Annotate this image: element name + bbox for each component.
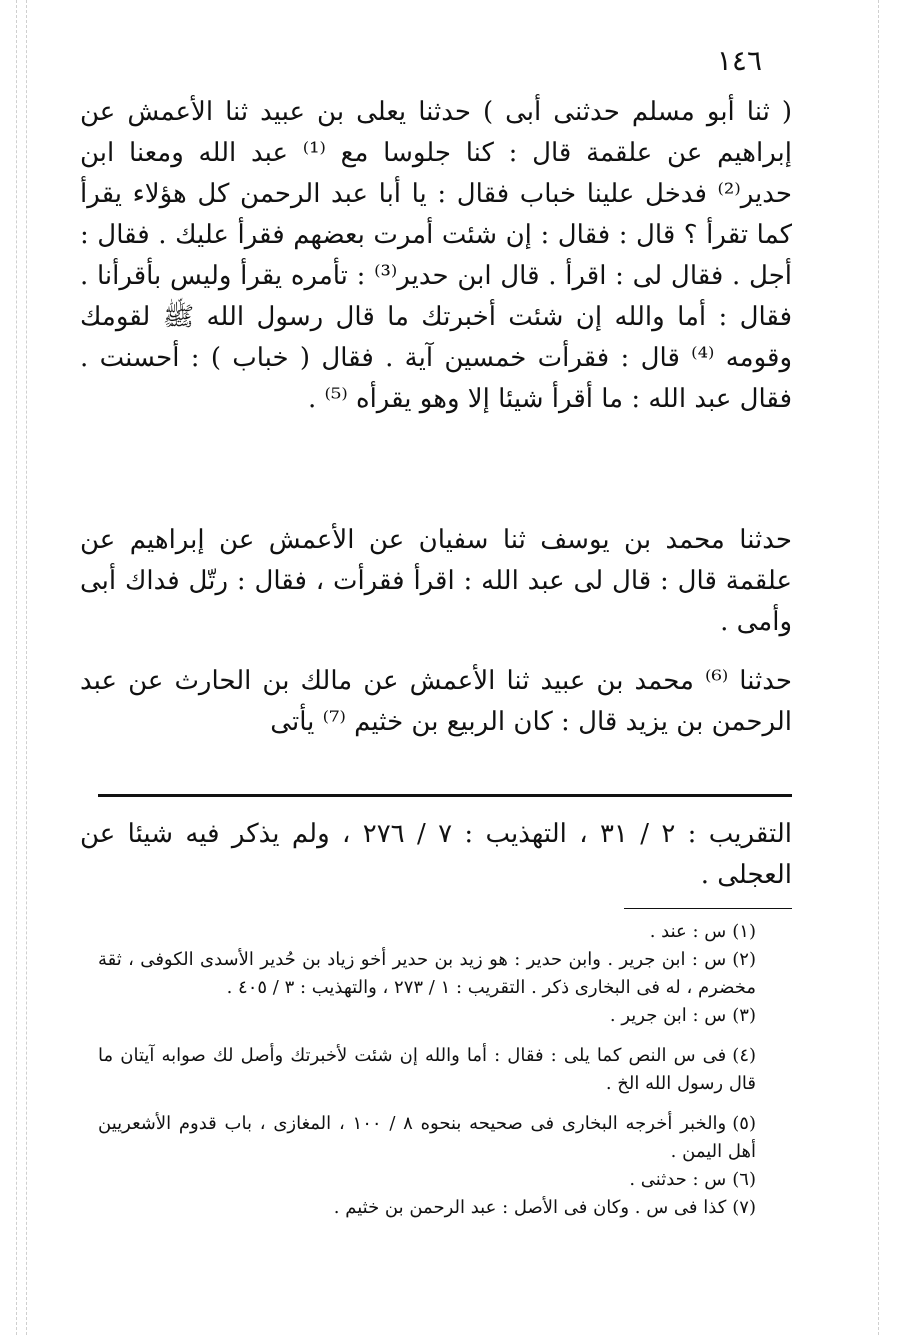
footnote-mark: (٤) <box>732 1045 757 1066</box>
footnote-mark: (٥) <box>732 1113 756 1134</box>
footnotes <box>98 918 792 1222</box>
continued-note: التقريب : ٢ / ٣١ ، التهذيب : ٧ / ٢٧٦ ، ولم يذكر فيه شيئا عن العجلى . <box>80 819 792 890</box>
footnote-4 <box>98 1042 792 1098</box>
footnote-separator-rule <box>624 908 792 909</box>
page-number: ١٤٦ <box>716 44 762 77</box>
paragraph-3: حدثنا ⁽⁶⁾ محمد بن عبيد ثنا الأعمش عن مالك بن الحارث عن عبد الرحمن بن يزيد قال : كان الربيع بن خثيم ⁽⁷⁾ يأتى <box>80 666 793 737</box>
paragraph-1: ( ثنا أبو مسلم حدثنى أبى ) حدثنا يعلى بن عبيد ثنا الأعمش عن إبراهيم عن علقمة قال : كنا جلوسا مع ⁽¹⁾ عبد الله ومعنا ابن حدير⁽²⁾ فدخل علينا خباب فقال : يا أبا عبد الرحمن كل هؤلاء يقرأ كما تقرأ ؟ قال : فقال : إن شئت أمرت بعضهم فقرأ عليك . فقال : أجل . فقال لى : اقرأ . قال ابن حدير⁽³⁾ : تأمره يقرأ وليس بأقرأنا . فقال : أما والله إن شئت أخبرتك ما قال رسول الله ﷺ لقومك وقومه ⁽⁴⁾ قال : فقرأت خمسين آية . فقال ( خباب ) : أحسنت . فقال عبد الله : ما أقرأ شيئا إلا وهو يقرأه ⁽⁵⁾ . <box>80 97 792 414</box>
footnote-mark: (٣) <box>732 1005 756 1026</box>
footnote-text: س : ابن جرير . <box>609 1005 727 1026</box>
footnote-7 <box>98 1194 792 1222</box>
footnote-6 <box>98 1166 792 1194</box>
main-text <box>80 92 792 743</box>
footnote-mark: (٦) <box>732 1169 756 1190</box>
text-separator-rule <box>98 794 792 797</box>
footnote-text: كذا فى س . وكان فى الأصل : عبد الرحمن بن خثيم . <box>333 1197 727 1218</box>
scan-margin-left <box>16 0 17 1335</box>
footnote-text: س : عند . <box>649 921 727 942</box>
paragraph-2: حدثنا محمد بن يوسف ثنا سفيان عن الأعمش عن إبراهيم عن علقمة قال : قال لى عبد الله : اقرأ فقرأت ، فقال : رتّل فداك أبى وأمى . <box>80 525 792 637</box>
footnote-text: س : حدثنى . <box>629 1169 727 1190</box>
footnote-text: س : ابن جرير . وابن حدير : هو زيد بن حدير أخو زياد بن حُدير الأسدى الكوفى ، ثقة مخضرم ، له فى البخارى ذكر . التقريب : ١ / ٢٧٣ ، والتهذيب : ٣ / ٤٠٥ . <box>98 949 756 998</box>
scan-margin-left-inner <box>26 0 27 1335</box>
scan-margin-right <box>878 0 879 1335</box>
footnote-mark: (١) <box>732 921 756 942</box>
footnote-1 <box>98 918 792 946</box>
footnote-mark: (٢) <box>732 949 756 970</box>
footnote-2 <box>98 946 792 1002</box>
footnote-mark: (٧) <box>732 1197 756 1218</box>
footnote-5 <box>98 1110 792 1166</box>
footnote-text: فى س النص كما يلى : فقال : أما والله إن شئت لأخبرتك وأصل لك صوابه آيتان ما قال رسول الله الخ . <box>98 1045 756 1094</box>
footnote-3 <box>98 1002 792 1030</box>
footnote-text: والخبر أخرجه البخارى فى صحيحه بنحوه ٨ / ١٠٠ ، المغازى ، باب قدوم الأشعريين أهل اليمن . <box>98 1113 756 1162</box>
